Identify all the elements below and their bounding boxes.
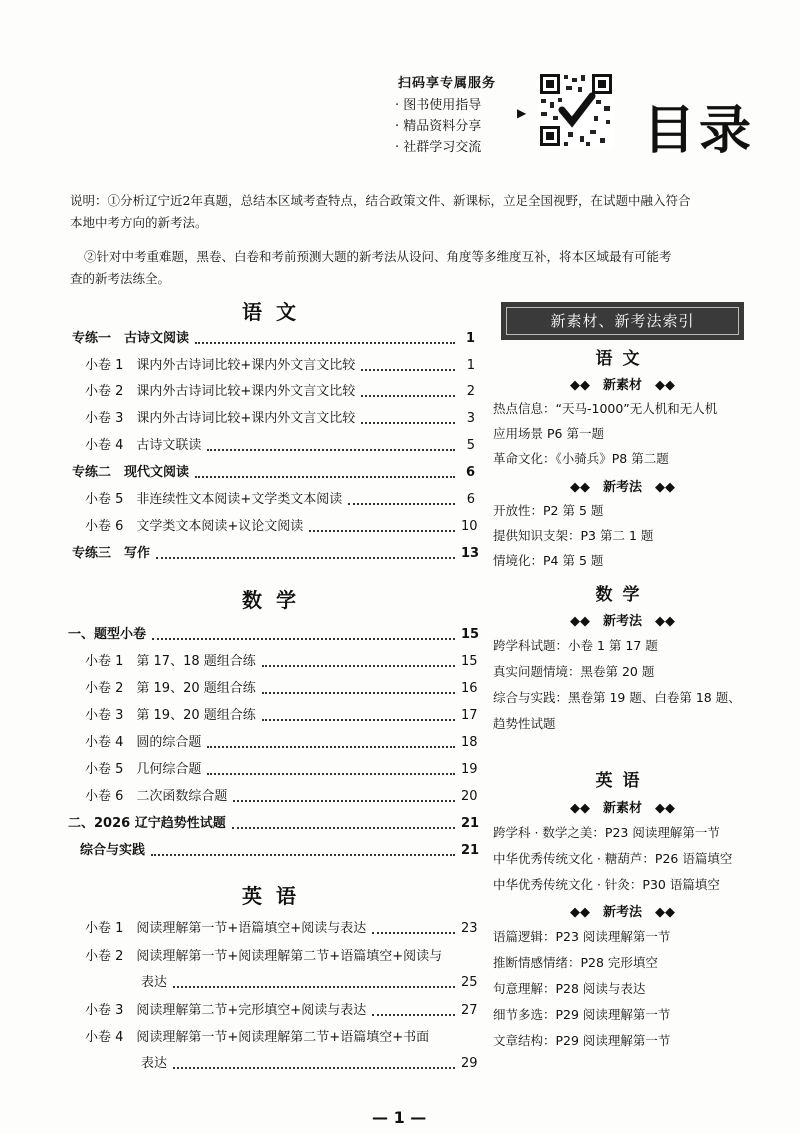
toc-row[interactable]: 小卷 3 阅读理解第二节+完形填空+阅读与表达 27	[85, 1000, 475, 1022]
index-banner	[501, 302, 744, 340]
qr-item-community: · 社群学习交流	[395, 140, 482, 155]
index-line: 细节多选：P29 阅读理解第一节	[493, 1007, 671, 1022]
note-line-2: 本地中考方向的新考法。	[70, 215, 208, 230]
index-line: 真实问题情境：黑卷第 20 题	[493, 664, 655, 679]
toc-row[interactable]: 二、2026 辽宁趋势性试题 21	[68, 813, 475, 835]
index-subhead-new-method: ◆◆ 新考法 ◆◆	[570, 905, 675, 920]
index-line: 热点信息：“天马-1000”无人机和无人机	[493, 401, 718, 416]
note-line-4: 查的新考法练全。	[70, 271, 171, 286]
index-subhead-new-method: ◆◆ 新考法 ◆◆	[570, 480, 675, 495]
toc-row[interactable]: 小卷 1 课内外古诗词比较+课内外文言文比较 1	[85, 355, 475, 377]
index-line: 革命文化：《小骑兵》P8 第二题	[493, 451, 669, 466]
section-heading-english: 英语	[242, 884, 310, 908]
toc-row[interactable]: 小卷 2 阅读理解第一节+阅读理解第二节+语篇填空+阅读与	[85, 949, 443, 964]
toc-row[interactable]: 小卷 5 几何综合题 19	[85, 759, 475, 781]
qr-code-icon[interactable]	[538, 72, 614, 148]
toc-row[interactable]: 小卷 6 文学类文本阅读+议论文阅读 10	[85, 516, 475, 538]
toc-row[interactable]: 小卷 1 第 17、18 题组合练 15	[85, 651, 475, 673]
toc-row[interactable]: 小卷 3 课内外古诗词比较+课内外文言文比较 3	[85, 408, 475, 430]
index-line: 文章结构：P29 阅读理解第一节	[493, 1033, 671, 1048]
index-line: 语篇逻辑：P23 阅读理解第一节	[493, 929, 671, 944]
toc-row[interactable]: 表达 25	[141, 972, 475, 994]
index-heading-chinese: 语文	[595, 349, 650, 369]
section-heading-chinese: 语文	[242, 300, 310, 324]
note-line-3: ②针对中考重难题，黑卷、白卷和考前预测大题的新考法从设问、角度等多维度互补，将本区域最有可能考	[84, 249, 672, 264]
toc-row[interactable]: 小卷 4 圆的综合题 18	[85, 732, 475, 754]
index-line: 开放性：P2 第 5 题	[493, 503, 604, 518]
toc-row[interactable]: 小卷 2 第 19、20 题组合练 16	[85, 678, 475, 700]
index-line: 趋势性试题	[493, 716, 556, 731]
index-line: 应用场景 P6 第一题	[493, 426, 604, 441]
index-subhead-new-material: ◆◆ 新素材 ◆◆	[570, 801, 675, 816]
index-line: 跨学科试题：小卷 1 第 17 题	[493, 638, 658, 653]
arrow-icon: ▶	[517, 106, 527, 120]
toc-row[interactable]: 综合与实践 21	[80, 840, 475, 862]
qr-service-title: 扫码享专属服务	[398, 76, 497, 91]
toc-row[interactable]: 专练三 写作 13	[72, 543, 475, 565]
note-line-1: 说明：①分析辽宁近2年真题，总结本区域考查特点，结合政策文件、新课标，立足全国视野，在试题中融入符合	[70, 193, 691, 208]
index-line: 综合与实践：黑卷第 19 题、白卷第 18 题、	[493, 690, 741, 705]
toc-row[interactable]: 专练一 古诗文阅读 1	[72, 328, 475, 350]
toc-row[interactable]: 专练二 现代文阅读 6	[72, 462, 475, 484]
index-line: 推断情感情绪：P28 完形填空	[493, 955, 658, 970]
section-heading-math: 数学	[242, 588, 310, 612]
qr-item-resources: · 精品资料分享	[395, 119, 482, 134]
toc-row[interactable]: 小卷 5 非连续性文本阅读+文学类文本阅读 6	[85, 489, 475, 511]
toc-row[interactable]: 小卷 6 二次函数综合题 20	[85, 786, 475, 808]
toc-row[interactable]: 小卷 4 古诗文联读 5	[85, 435, 475, 457]
page-title: 目录	[643, 101, 756, 161]
index-subhead-new-method: ◆◆ 新考法 ◆◆	[570, 614, 675, 629]
index-line: 中华优秀传统文化 · 针灸：P30 语篇填空	[493, 877, 720, 892]
toc-row[interactable]: 小卷 2 课内外古诗词比较+课内外文言文比较 2	[85, 381, 475, 403]
index-line: 中华优秀传统文化 · 糖葫芦：P26 语篇填空	[493, 851, 733, 866]
index-line: 跨学科 · 数学之美：P23 阅读理解第一节	[493, 825, 720, 840]
index-line: 提供知识支架：P3 第二 1 题	[493, 528, 654, 543]
index-heading-english: 英语	[595, 771, 650, 791]
index-line: 情境化：P4 第 5 题	[493, 553, 604, 568]
qr-item-guide: · 图书使用指导	[395, 98, 482, 113]
toc-row[interactable]: 小卷 3 第 19、20 题组合练 17	[85, 705, 475, 727]
index-banner-title: 新素材、新考法索引	[506, 307, 739, 335]
toc-row[interactable]: 表达 29	[141, 1053, 475, 1075]
toc-row[interactable]: 小卷 4 阅读理解第一节+阅读理解第二节+语篇填空+书面	[85, 1030, 430, 1045]
index-heading-math: 数学	[595, 585, 650, 605]
toc-row[interactable]: 一、题型小卷 15	[68, 624, 475, 646]
index-line: 句意理解：P28 阅读与表达	[493, 981, 646, 996]
index-subhead-new-material: ◆◆ 新素材 ◆◆	[570, 378, 675, 393]
toc-row[interactable]: 小卷 1 阅读理解第一节+语篇填空+阅读与表达 23	[85, 918, 475, 940]
page-number: — 1 —	[372, 1108, 427, 1127]
